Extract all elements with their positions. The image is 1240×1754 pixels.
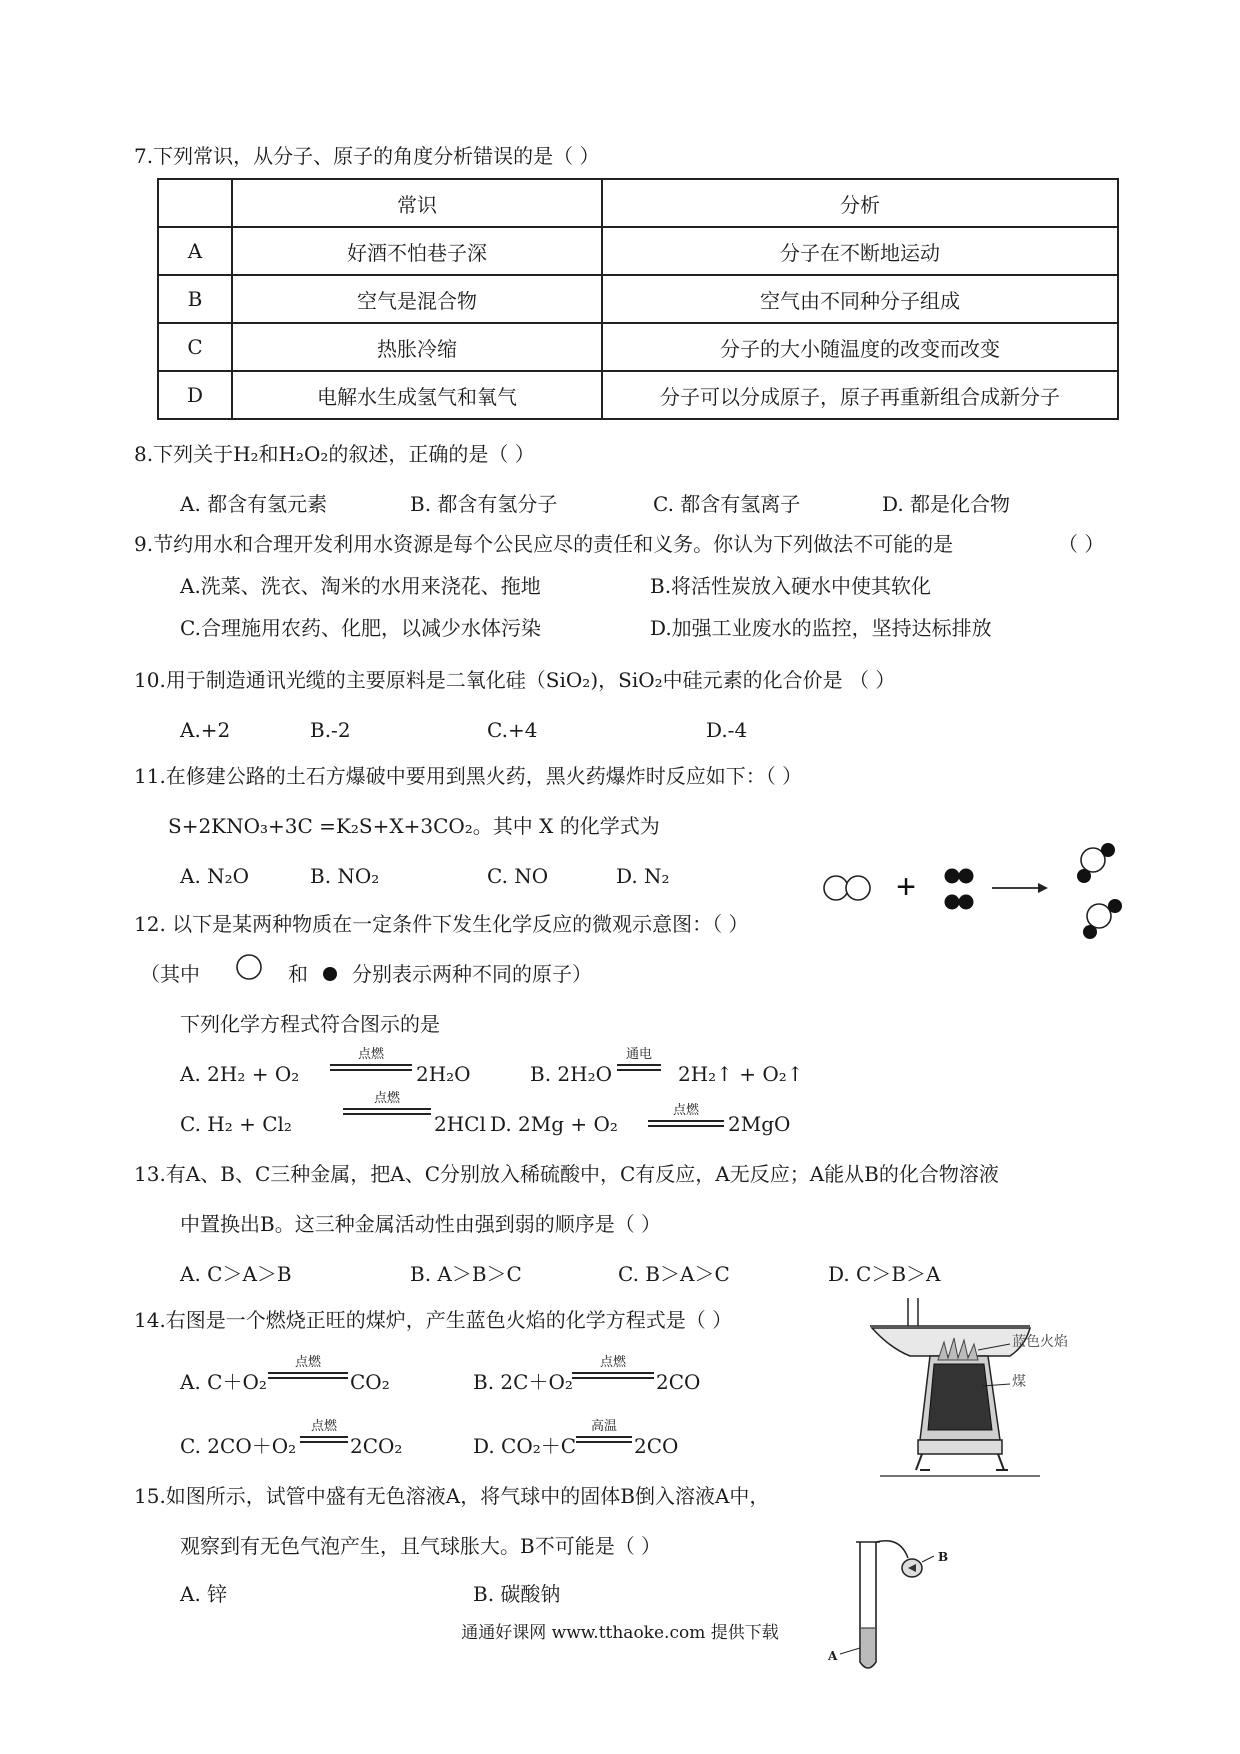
product-black-atom — [1108, 899, 1122, 913]
q10-stem: 10.用于制造通讯光缆的主要原料是二氧化硅（SiO₂)，SiO₂中硅元素的化合价是 （ ） — [134, 668, 896, 692]
q12-option-b-left: B. 2H₂O — [530, 1062, 612, 1086]
q12-option-c-right: 2HCl — [434, 1112, 486, 1136]
q12-option-c-condition: 点燃 — [373, 1091, 400, 1106]
q7-table — [157, 178, 1119, 420]
equals-sign-icon — [617, 1064, 661, 1071]
equals-sign-icon — [300, 1436, 348, 1443]
table-cell: 电解水生成氢气和氧气 — [232, 371, 602, 419]
q12-option-d-right: 2MgO — [728, 1112, 791, 1136]
reactant-black-atom — [945, 895, 960, 910]
q14-option-c-right: 2CO₂ — [350, 1434, 403, 1458]
q11-stem: 11.在修建公路的土石方爆破中要用到黑火药，黑火药爆炸时反应如下：（ ） — [134, 764, 803, 788]
table-header-row — [158, 179, 1118, 227]
q12-sub-stem: 下列化学方程式符合图示的是 — [180, 1012, 440, 1036]
q15-figure-label-b: B — [938, 1550, 949, 1564]
q9-option-a: A.洗菜、洗衣、淘米的水用来浇花、拖地 — [180, 574, 541, 598]
product-black-atom — [1101, 843, 1115, 857]
q12-legend-post: 分别表示两种不同的原子） — [352, 962, 592, 986]
plus-sign: + — [896, 868, 916, 906]
q15-stem-line2: 观察到有无色气泡产生，且气球胀大。B不可能是（ ） — [180, 1534, 662, 1558]
product-white-atom — [1087, 904, 1111, 928]
table-cell: A — [158, 227, 232, 275]
reactant-black-atom — [945, 869, 960, 884]
q12-option-a-right: 2H₂O — [416, 1062, 471, 1086]
q11-equation: S+2KNO₃+3C =K₂S+X+3CO₂。其中 X 的化学式为 — [168, 814, 660, 838]
page-footer: 通通好课网 www.tthaoke.com 提供下载 — [461, 1623, 779, 1643]
q9-answer-paren: （ ） — [1058, 532, 1105, 556]
q10-option-a: A.+2 — [180, 718, 231, 742]
q9-option-d: D.加强工业废水的监控，坚持达标排放 — [650, 616, 992, 640]
table-row — [158, 227, 1118, 275]
table-cell: 好酒不怕巷子深 — [232, 227, 602, 275]
q7-stem: 7.下列常识，从分子、原子的角度分析错误的是（ ） — [134, 144, 600, 168]
q14-option-b-left: B. 2C＋O₂ — [473, 1370, 573, 1394]
q12-option-c-left: C. H₂ + Cl₂ — [180, 1112, 292, 1136]
q8-option-b: B. 都含有氢分子 — [410, 492, 558, 516]
table-cell: 分子在不断地运动 — [602, 227, 1118, 275]
q9-option-c: C.合理施用农药、化肥，以减少水体污染 — [180, 616, 541, 640]
q12-option-d-left: D. 2Mg + O₂ — [490, 1112, 618, 1136]
q12-option-a-condition: 点燃 — [357, 1047, 384, 1062]
equals-sign-icon — [343, 1108, 431, 1115]
q13-stem-line1: 13.有A、B、C三种金属，把A、C分别放入稀硫酸中，C有反应，A无反应；A能从B的化合物溶液 — [134, 1162, 999, 1186]
q10-option-d: D.-4 — [706, 718, 748, 742]
q14-option-b-right: 2CO — [656, 1370, 701, 1394]
table-row — [158, 275, 1118, 323]
q14-option-a-condition: 点燃 — [294, 1355, 321, 1370]
q10-option-b: B.-2 — [310, 718, 351, 742]
product-black-atom — [1083, 925, 1097, 939]
q14-option-a-right: CO₂ — [350, 1370, 390, 1394]
q11-option-b: B. NO₂ — [310, 864, 380, 888]
q9-option-b: B.将活性炭放入硬水中使其软化 — [650, 574, 932, 598]
q10-option-c: C.+4 — [487, 718, 538, 742]
table-header-knowledge: 常识 — [232, 179, 602, 227]
q13-option-b: B. A＞B＞C — [410, 1262, 522, 1286]
black-atom-icon — [320, 964, 340, 984]
table-cell: B — [158, 275, 232, 323]
q14-stem: 14.右图是一个燃烧正旺的煤炉，产生蓝色火焰的化学方程式是（ ） — [134, 1308, 733, 1332]
table-cell — [158, 179, 232, 227]
q14-option-d-right: 2CO — [634, 1434, 679, 1458]
table-cell: C — [158, 323, 232, 371]
q11-option-d: D. N₂ — [616, 864, 670, 888]
reactant-black-atom — [959, 895, 974, 910]
q12-option-a-left: A. 2H₂ + O₂ — [180, 1062, 300, 1086]
product-black-atom — [1077, 869, 1091, 883]
table-row — [158, 323, 1118, 371]
q12-option-b-condition: 通电 — [625, 1047, 652, 1062]
equals-sign-icon — [330, 1064, 412, 1071]
q13-option-d: D. C＞B＞A — [828, 1262, 941, 1286]
table-cell: 分子的大小随温度的改变而改变 — [602, 323, 1118, 371]
q9-stem: 9.节约用水和合理开发利用水资源是每个公民应尽的责任和义务。你认为下列做法不可能的是 — [134, 532, 954, 556]
q14-option-a-left: A. C＋O₂ — [180, 1370, 267, 1394]
table-cell: 热胀冷缩 — [232, 323, 602, 371]
equals-sign-icon — [648, 1120, 724, 1127]
q8-option-d: D. 都是化合物 — [882, 492, 1011, 516]
q12-legend-pre: （其中 — [140, 962, 200, 986]
table-cell: 分子可以分成原子，原子再重新组合成新分子 — [602, 371, 1118, 419]
q14-option-b-condition: 点燃 — [599, 1355, 626, 1370]
q12-legend-and: 和 — [288, 962, 308, 986]
q15-figure-label-a: A — [828, 1649, 838, 1663]
q14-option-c-left: C. 2CO＋O₂ — [180, 1434, 297, 1458]
q13-option-a: A. C＞A＞B — [180, 1262, 292, 1286]
q11-option-c: C. NO — [487, 864, 549, 888]
q14-option-d-condition: 高温 — [590, 1419, 617, 1434]
q12-option-b-right: 2H₂↑ + O₂↑ — [678, 1062, 804, 1086]
test-tube-balloon-figure — [830, 1532, 950, 1682]
table-header-analysis: 分析 — [602, 179, 1118, 227]
coal-stove-figure — [860, 1290, 1060, 1490]
q12-reaction-diagram — [816, 836, 1146, 946]
q8-option-a: A. 都含有氢元素 — [180, 492, 328, 516]
table-cell: 空气由不同种分子组成 — [602, 275, 1118, 323]
equals-sign-icon — [572, 1372, 654, 1379]
table-row — [158, 371, 1118, 419]
q13-option-c: C. B＞A＞C — [618, 1262, 730, 1286]
q15-option-b: B. 碳酸钠 — [473, 1582, 561, 1606]
q14-option-d-left: D. CO₂＋C — [473, 1434, 577, 1458]
q15-option-a: A. 锌 — [180, 1582, 228, 1606]
reactant-black-atom — [959, 869, 974, 884]
equals-sign-icon — [576, 1436, 632, 1443]
table-cell: D — [158, 371, 232, 419]
q15-stem-line1: 15.如图所示，试管中盛有无色溶液A，将气球中的固体B倒入溶液A中， — [134, 1484, 770, 1508]
reactant-white-atom — [846, 876, 870, 900]
q11-option-a: A. N₂O — [180, 864, 250, 888]
q12-option-d-condition: 点燃 — [672, 1103, 699, 1118]
q13-stem-line2: 中置换出B。这三种金属活动性由强到弱的顺序是（ ） — [180, 1212, 662, 1236]
q14-figure-label-flame: 蓝色火焰 — [1012, 1334, 1068, 1350]
q8-option-c: C. 都含有氢离子 — [653, 492, 801, 516]
reactant-white-atom — [824, 876, 848, 900]
equals-sign-icon — [268, 1372, 348, 1379]
white-atom-icon — [234, 952, 264, 982]
q12-stem: 12. 以下是某两种物质在一定条件下发生化学反应的微观示意图：（ ） — [134, 912, 749, 936]
reaction-arrow-head — [1038, 883, 1048, 893]
q8-stem: 8.下列关于H₂和H₂O₂的叙述，正确的是（ ） — [134, 442, 535, 466]
table-cell: 空气是混合物 — [232, 275, 602, 323]
q14-option-c-condition: 点燃 — [310, 1419, 337, 1434]
q14-figure-label-coal: 煤 — [1012, 1374, 1026, 1390]
